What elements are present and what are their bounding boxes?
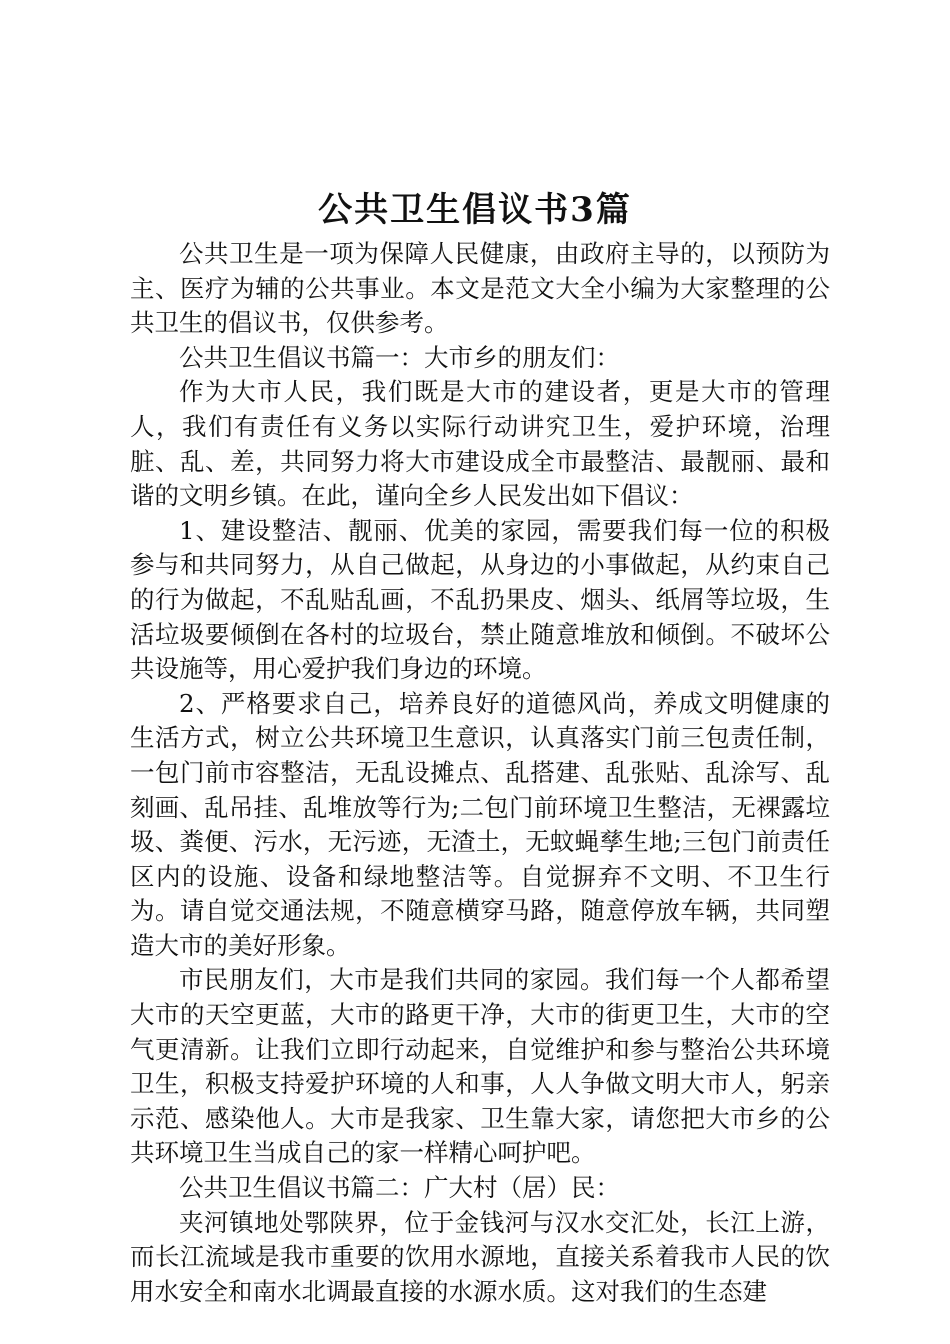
section-two-paragraph: 夹河镇地处鄂陕界，位于金钱河与汉水交汇处，长江上游，而长江流域是我市重要的饮用水源地，直接关系着我市人民的饮用水安全和南水北调最直接的水源水质。这对我们的生态建 [130, 1207, 830, 1306]
section-one-heading: 公共卫生倡议书篇一：大市乡的朋友们： [179, 342, 620, 372]
closing-paragraph: 市民朋友们，大市是我们共同的家园。我们每一个人都希望大市的天空更蓝，大市的路更干净，大市的街更卫生，大市的空气更清新。让我们立即行动起来，自觉维护和参与整治公共环境卫生，积极支持爱护环境的人和事，人人争做文明大市人，躬亲示范、感染他人。大市是我家、卫生靠大家，请您把大市乡的公共环境卫生当成自己的家一样精心呵护吧。 [130, 965, 830, 1168]
proposal-item-2: 2、严格要求自己，培养良好的道德风尚，养成文明健康的生活方式，树立公共环境卫生意识，认真落实门前三包责任制，一包门前市容整洁，无乱设摊点、乱搭建、乱张贴、乱涂写、乱刻画、乱吊挂、乱堆放等行为;二包门前环境卫生整洁，无裸露垃圾、粪便、污水，无污迹，无渣土，无蚊蝇孳生地;三包门前责任区内的设施、设备和绿地整洁等。自觉摒弃不文明、不卫生行为。请自觉交通法规，不随意横穿马路，随意停放车辆，共同塑造大市的美好形象。 [130, 688, 830, 960]
document-body [130, 237, 830, 1309]
section-one-paragraph: 作为大市人民，我们既是大市的建设者，更是大市的管理人，我们有责任有义务以实际行动讲究卫生，爱护环境，治理脏、乱、差，共同努力将大市建设成全市最整洁、最靓丽、最和谐的文明乡镇。在此，谨向全乡人民发出如下倡议： [130, 377, 830, 511]
section-two-heading: 公共卫生倡议书篇二：广大村（居）民： [179, 1173, 620, 1203]
proposal-item-1: 1、建设整洁、靓丽、优美的家园，需要我们每一位的积极参与和共同努力，从自己做起，从身边的小事做起，从约束自己的行为做起，不乱贴乱画，不乱扔果皮、烟头、纸屑等垃圾，生活垃圾要倾倒在各村的垃圾台，禁止随意堆放和倾倒。不破坏公共设施等，用心爱护我们身边的环境。 [130, 515, 830, 684]
intro-paragraph: 公共卫生是一项为保障人民健康，由政府主导的，以预防为主、医疗为辅的公共事业。本文是范文大全小编为大家整理的公共卫生的倡议书，仅供参考。 [130, 239, 830, 338]
document-title: 公共卫生倡议书3篇 [318, 190, 632, 230]
